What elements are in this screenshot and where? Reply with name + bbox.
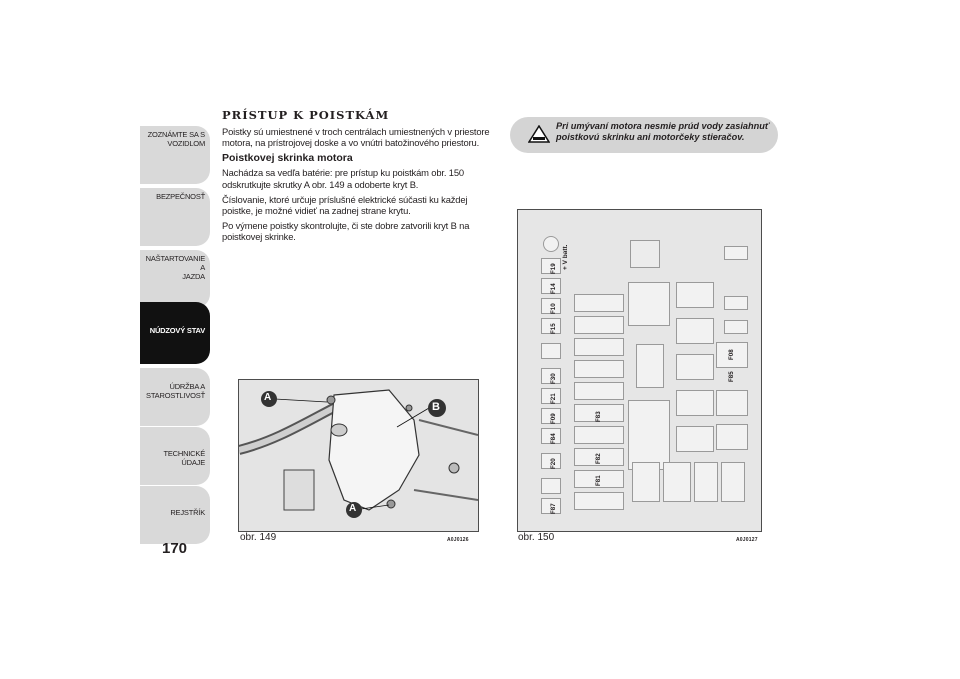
engine-fuse-cover-illustration (239, 380, 478, 531)
fuse-slot (716, 424, 748, 450)
figure-150-code: A0J0127 (736, 537, 758, 543)
relay-slot (676, 282, 714, 308)
sidebar-tab-index[interactable] (140, 486, 210, 544)
fuse-label: F21 (550, 393, 557, 404)
fuse-slot (574, 492, 624, 510)
main-text-column (222, 108, 497, 247)
tab-label: BEZPEČNOSŤ (156, 192, 205, 201)
fuse-label: F84 (550, 433, 557, 444)
relay-slot (636, 344, 664, 388)
label-a-bottom: A (349, 503, 357, 514)
fuse-label: F09 (550, 413, 557, 424)
sidebar-tab-emergency[interactable] (140, 302, 210, 364)
fuse-slot (632, 462, 660, 502)
paragraph-3: Po výmene poistky skontrolujte, či ste dobre zatvorili kryt B na poistkovej skrinke. (222, 220, 470, 243)
fuse-label: F19 (550, 263, 557, 274)
page-number: 170 (162, 540, 188, 557)
tab-label: TECHNICKÉ ÚDAJE (163, 449, 205, 467)
fuse-label: F82 (595, 453, 602, 464)
fuse-slot (724, 296, 748, 310)
label-a-top: A (264, 392, 272, 403)
figure-149 (238, 379, 479, 532)
fuse-slot (541, 343, 561, 359)
fuse-label: F20 (550, 458, 557, 469)
fuse-label: F08 (728, 349, 735, 360)
section-title: PRÍSTUP K POISTKÁM (222, 108, 390, 122)
fuse-label: F10 (550, 303, 557, 314)
relay-socket (630, 240, 660, 268)
fuse-slot (574, 294, 624, 312)
fuse-slot (663, 462, 691, 502)
warning-icon (528, 125, 550, 143)
fuse-label: F87 (550, 503, 557, 514)
tab-label: NAŠTARTOVANIE A (145, 254, 205, 272)
fuse-label: F15 (550, 323, 557, 334)
figure-149-code: A0J0126 (447, 537, 469, 543)
fuse-slot (724, 320, 748, 334)
label-b: B (432, 401, 440, 413)
fuse-slot (694, 462, 718, 502)
tab-label: VOZIDLOM (167, 139, 205, 148)
figure-150-caption: obr. 150 (518, 532, 555, 543)
sidebar-tab-vehicle[interactable] (140, 126, 210, 184)
paragraph-1: Nachádza sa vedľa batérie: pre prístup ku poistkám obr. 150 odskrutkujte skrutky A obr. 149 a odoberte kryt B. (222, 167, 464, 190)
vbatt-label: + V batt. (562, 244, 569, 270)
sidebar-tab-safety[interactable] (140, 188, 210, 246)
fuse-slot (574, 382, 624, 400)
fuse-label: F81 (595, 475, 602, 486)
tab-label: ÚDRŽBA A (169, 382, 205, 391)
paragraph-2: Číslovanie, ktoré určuje príslušné elektrické súčasti ku každej poistke, je možné vidieť na zadnej strane krytu. (222, 193, 468, 217)
figure-150 (517, 209, 762, 532)
relay-slot (676, 354, 714, 380)
fuse-label: F83 (595, 411, 602, 422)
subheading: Poistkovej skrinka motora (222, 152, 353, 165)
relay-slot (628, 282, 670, 326)
tab-label: REJSTŘÍK (170, 508, 205, 517)
battery-terminal (543, 236, 559, 252)
tab-label: STAROSTLIVOSŤ (146, 391, 205, 400)
tab-label: JAZDA (182, 272, 205, 281)
tab-label: NÚDZOVÝ STAV (149, 326, 205, 335)
fuse-slot (716, 390, 748, 416)
warning-box (510, 117, 778, 153)
relay-slot (676, 426, 714, 452)
relay-slot (628, 400, 670, 470)
fuse-slot (724, 246, 748, 260)
relay-slot (676, 318, 714, 344)
relay-slot (676, 390, 714, 416)
fuse-slot (574, 338, 624, 356)
sidebar-tab-technical[interactable] (140, 427, 210, 485)
sidebar-tab-driving[interactable] (140, 250, 210, 308)
figure-149-caption: obr. 149 (240, 532, 277, 543)
fuse-slot (574, 360, 624, 378)
warning-text: Pri umývaní motora nesmie prúd vody zasiahnuť poistkovú skrinku ani motorčeky stieračov. (556, 121, 770, 142)
fuse-label: F30 (550, 373, 557, 384)
fuse-slot (574, 426, 624, 444)
fuse-slot (574, 316, 624, 334)
tab-label: ZOZNÁMTE SA S (147, 130, 205, 139)
fuse-slot (721, 462, 745, 502)
fuse-label: F14 (550, 283, 557, 294)
fuse-label: F85 (728, 371, 735, 382)
intro-paragraph: Poistky sú umiestnené v troch centrálach umiestnených v priestore motora, na prístrojovej doske a vo vnútri batožinového priestoru. (222, 126, 490, 149)
sidebar-tab-maintenance[interactable] (140, 368, 210, 426)
fuse-slot (541, 478, 561, 494)
